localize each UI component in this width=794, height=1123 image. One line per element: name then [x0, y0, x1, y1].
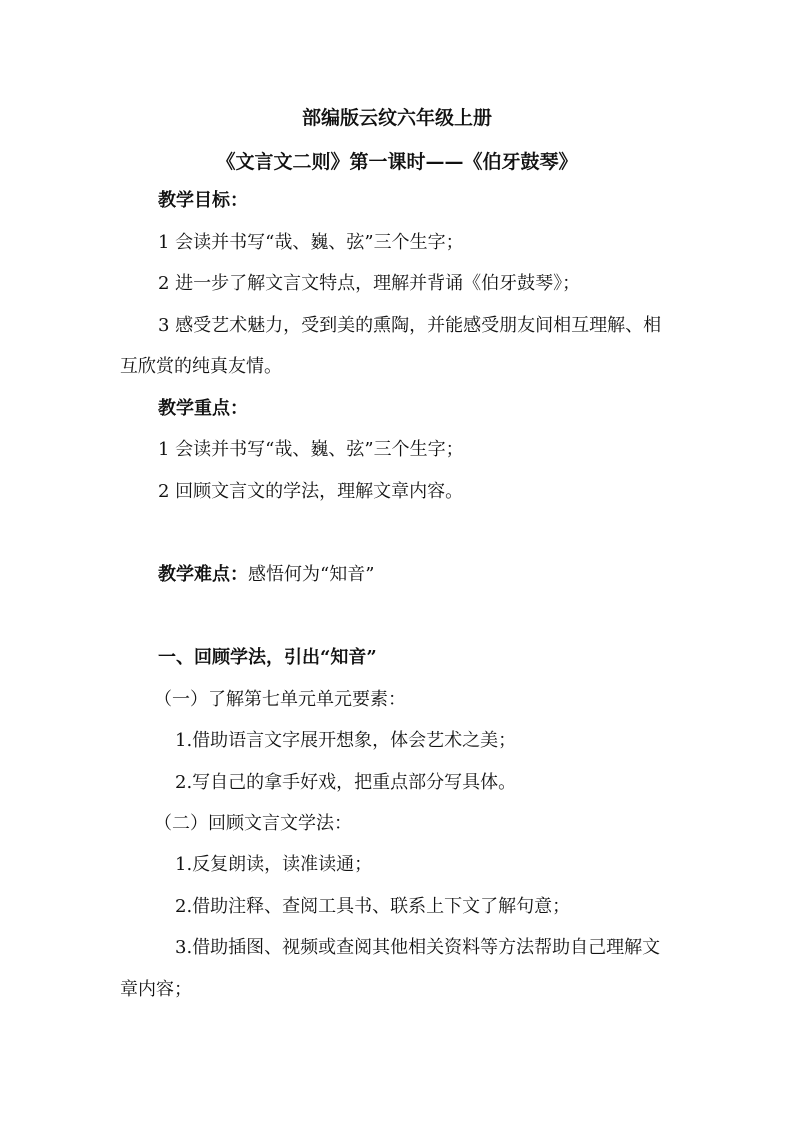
document-title: 部编版云纹六年级上册: [301, 107, 492, 129]
objective-item-continued: 互欣赏的纯真友情。: [120, 356, 282, 377]
difficulty-line: [158, 563, 374, 587]
part1-heading: （一）了解第七单元单元要素：: [154, 689, 406, 710]
part2-heading: （二）回顾文言文学法：: [154, 813, 352, 834]
document-subtitle: 《文言文二则》第一课时——《伯牙鼓琴》: [216, 151, 578, 173]
part2-item: 1.反复朗读，读准读通；: [175, 854, 373, 875]
difficulty-heading: 教学难点：: [158, 564, 248, 585]
key-point-item: 2 回顾文言文的学法，理解文章内容。: [158, 481, 464, 502]
key-point-item: 1 会读并书写“哉、巍、弦”三个生字；: [158, 439, 464, 460]
key-points-heading: 教学重点：: [158, 398, 248, 419]
part2-item-continued: 章内容；: [120, 979, 192, 1000]
objective-item: 2 进一步了解文言文特点，理解并背诵《伯牙鼓琴》；: [158, 273, 581, 294]
objective-item: 1 会读并书写“哉、巍、弦”三个生字；: [158, 232, 464, 253]
section1-heading: 一、回顾学法，引出“知音”: [158, 647, 377, 668]
difficulty-text: 感悟何为“知音”: [248, 564, 375, 585]
part1-item: 1.借助语言文字展开想象，体会艺术之美；: [175, 730, 517, 751]
part2-item: 2.借助注释、查阅工具书、联系上下文了解句意；: [175, 896, 571, 917]
part1-item: 2.写自己的拿手好戏，把重点部分写具体。: [175, 772, 517, 793]
objective-item: 3 感受艺术魅力，受到美的熏陶，并能感受朋友间相互理解、相: [158, 315, 662, 336]
part2-item: 3.借助插图、视频或查阅其他相关资料等方法帮助自己理解文: [175, 937, 661, 958]
objectives-heading: 教学目标：: [158, 190, 248, 211]
